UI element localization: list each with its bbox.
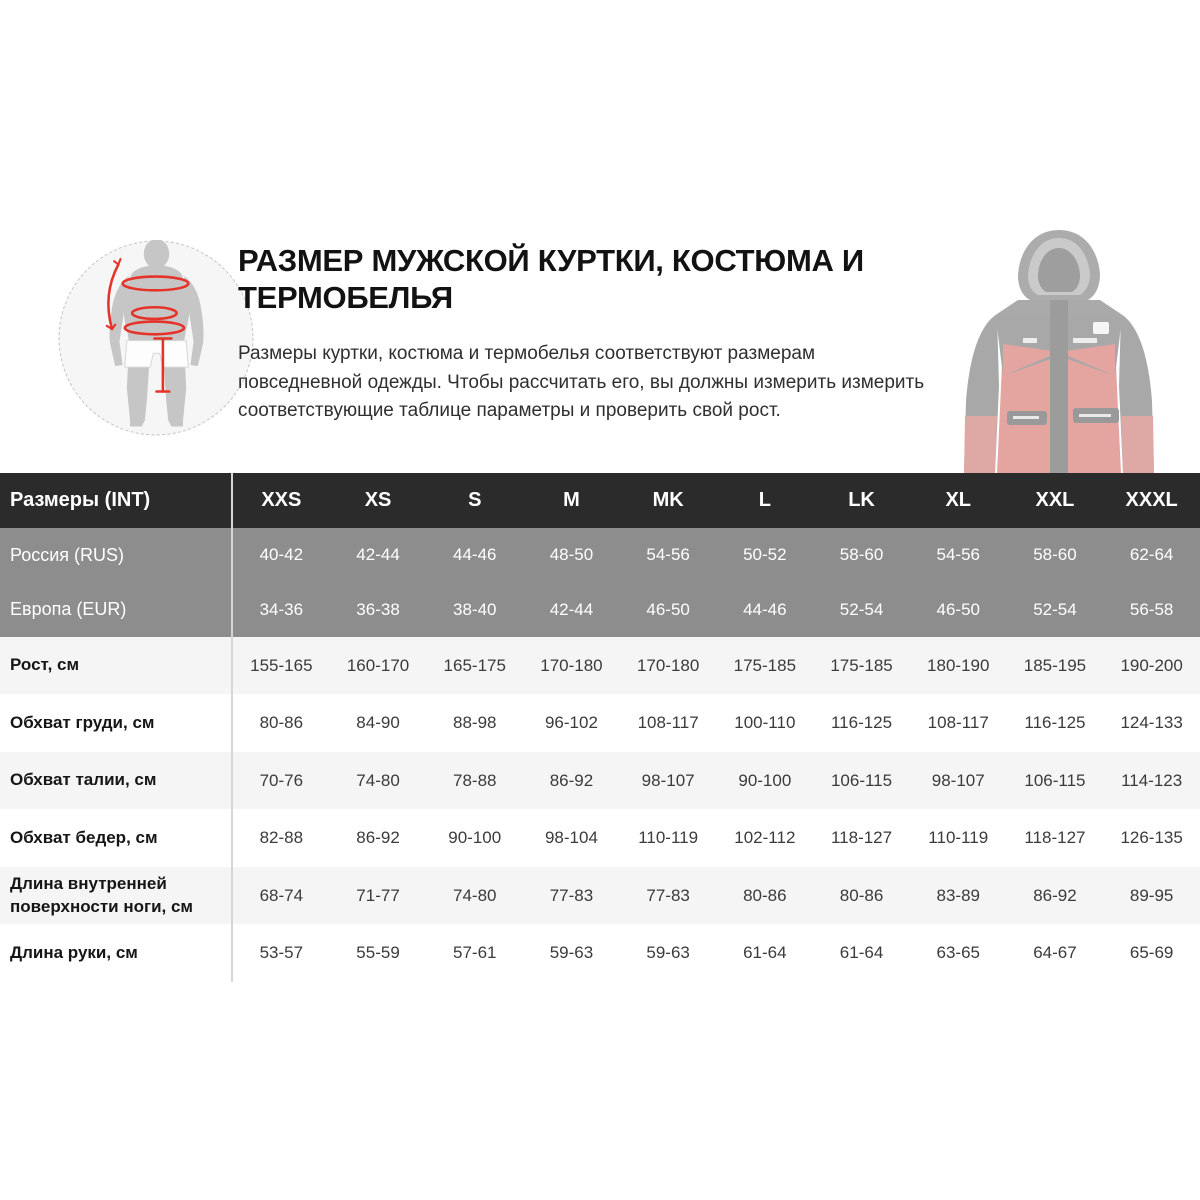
size-value-cell: 50-52 (743, 545, 787, 565)
size-value-cell: 77-83 (549, 885, 594, 905)
intro-section (0, 0, 1200, 473)
size-value-cell: 165-175 (443, 655, 506, 675)
size-value-cell: 114-123 (1121, 770, 1183, 790)
table-header-row (0, 473, 1200, 528)
size-value-cell: XXS (261, 489, 302, 511)
size-value-cell: L (758, 489, 771, 511)
size-value-cell: 46-50 (646, 599, 690, 619)
size-value-cell: LK (848, 489, 875, 511)
size-value-cell: 86-92 (356, 828, 400, 847)
size-value-cell: 40-42 (259, 545, 304, 565)
size-value-cell: 170-180 (636, 655, 700, 675)
size-value-cell: 42-44 (356, 545, 400, 565)
size-value-cell: 80-86 (259, 713, 304, 732)
row-label: Рост, см (0, 637, 233, 694)
size-value-cell: 190-200 (1120, 655, 1183, 675)
size-value-cell: 98-107 (931, 770, 985, 790)
size-value-cell: 53-57 (259, 943, 304, 962)
size-value-cell: 44-46 (453, 545, 497, 565)
size-value-cell: 52-54 (839, 599, 884, 619)
size-value-cell: 106-115 (1024, 770, 1086, 790)
size-value-cell: 96-102 (544, 713, 598, 732)
size-value-cell: 110-119 (928, 828, 989, 847)
size-value-cell: 62-64 (1129, 545, 1174, 565)
size-value-cell: 46-50 (936, 599, 980, 619)
size-value-cell: 90-100 (448, 828, 502, 847)
measurement-illustration-icon (58, 240, 254, 436)
size-value-cell: 100-110 (734, 713, 796, 732)
size-value-cell: 58-60 (1033, 545, 1077, 565)
size-value-cell: 54-56 (936, 545, 980, 565)
size-value-cell: M (563, 489, 580, 511)
size-value-cell: 74-80 (453, 885, 497, 905)
row-label: Длина руки, см (0, 924, 233, 982)
table-region-row (0, 528, 1200, 583)
size-value-cell: 61-64 (743, 943, 787, 962)
table-row (0, 752, 1200, 809)
size-value-cell: 175-185 (733, 655, 797, 675)
intro-text-block (238, 243, 938, 426)
size-value-cell: 42-44 (549, 599, 594, 619)
size-value-cell: 98-104 (544, 828, 598, 847)
row-label: Обхват груди, см (0, 694, 233, 752)
row-label: Длина внутренней поверхности ноги, см (0, 867, 233, 924)
table-region-row (0, 583, 1200, 638)
size-value-cell: 116-125 (830, 713, 893, 732)
table-row (0, 924, 1200, 982)
table-row (0, 637, 1200, 694)
size-value-cell: 102-112 (734, 828, 796, 847)
row-label: Россия (RUS) (0, 528, 233, 583)
size-value-cell: 38-40 (453, 599, 497, 619)
size-value-cell: 170-180 (540, 655, 603, 675)
size-value-cell: 59-63 (549, 943, 594, 962)
size-table (0, 473, 1200, 982)
size-value-cell: 98-107 (641, 770, 695, 790)
page-title: РАЗМЕР МУЖСКОЙ КУРТКИ, КОСТЮМА И ТЕРМОБЕЛЬЯ (238, 243, 864, 315)
size-value-cell: 54-56 (646, 545, 690, 565)
size-value-cell: XS (364, 489, 392, 511)
size-value-cell: 88-98 (453, 713, 497, 732)
size-value-cell: 108-117 (927, 713, 989, 732)
size-value-cell: 70-76 (259, 770, 304, 790)
size-value-cell: 61-64 (839, 943, 884, 962)
size-value-cell: 80-86 (743, 885, 787, 905)
row-label: Размеры (INT) (0, 473, 233, 528)
size-value-cell: 52-54 (1033, 599, 1077, 619)
size-value-cell: 185-195 (1023, 655, 1087, 675)
size-value-cell: 36-38 (356, 599, 400, 619)
size-value-cell: 64-67 (1033, 943, 1077, 962)
row-label: Обхват талии, см (0, 752, 233, 809)
size-value-cell: 74-80 (356, 770, 400, 790)
size-value-cell: 59-63 (646, 943, 690, 962)
size-value-cell: 34-36 (259, 599, 304, 619)
size-value-cell: XXL (1035, 489, 1075, 511)
size-value-cell: 126-135 (1120, 828, 1183, 847)
size-value-cell: 48-50 (549, 545, 594, 565)
size-value-cell: 57-61 (453, 943, 497, 962)
table-row (0, 867, 1200, 924)
size-value-cell: 118-127 (1024, 828, 1086, 847)
size-value-cell: 180-190 (927, 655, 990, 675)
size-value-cell: 58-60 (839, 545, 884, 565)
size-value-cell: 108-117 (637, 713, 699, 732)
size-value-cell: 84-90 (356, 713, 400, 732)
size-value-cell: 86-92 (1033, 885, 1077, 905)
size-value-cell: 116-125 (1024, 713, 1086, 732)
row-label: Обхват бедер, см (0, 809, 233, 867)
size-value-cell: 106-115 (830, 770, 893, 790)
size-value-cell: XXXL (1125, 489, 1178, 511)
size-value-cell: MK (652, 489, 684, 511)
size-value-cell: 44-46 (743, 599, 787, 619)
size-value-cell: 56-58 (1129, 599, 1174, 619)
size-value-cell: 90-100 (738, 770, 792, 790)
size-value-cell: 68-74 (259, 885, 304, 905)
size-value-cell: 155-165 (250, 655, 313, 675)
size-value-cell: 78-88 (453, 770, 497, 790)
size-value-cell: 71-77 (356, 885, 400, 905)
size-value-cell: XL (945, 489, 972, 511)
table-row (0, 694, 1200, 752)
size-value-cell: 55-59 (356, 943, 400, 962)
jacket-photo (945, 226, 1173, 473)
row-label: Европа (EUR) (0, 583, 233, 638)
size-value-cell: 160-170 (346, 655, 410, 675)
size-value-cell: 63-65 (936, 943, 980, 962)
size-value-cell: 77-83 (646, 885, 690, 905)
size-value-cell: S (468, 489, 482, 511)
size-value-cell: 82-88 (259, 828, 304, 847)
size-value-cell: 80-86 (839, 885, 884, 905)
size-value-cell: 118-127 (830, 828, 893, 847)
jacket-illustration-icon (945, 226, 1173, 473)
size-value-cell: 175-185 (830, 655, 893, 675)
table-row (0, 809, 1200, 867)
size-value-cell: 83-89 (936, 885, 980, 905)
size-value-cell: 86-92 (549, 770, 594, 790)
size-value-cell: 124-133 (1120, 713, 1183, 732)
size-value-cell: 89-95 (1129, 885, 1174, 905)
size-value-cell: 65-69 (1129, 943, 1174, 962)
size-value-cell: 110-119 (638, 828, 699, 847)
body-measurement-diagram (58, 240, 254, 436)
page-description: Размеры куртки, костюма и термобелья соответствуют размерам повседневной одежды. Чтобы рассчитать его, вы должны измерить измерить соответствующие таблице параметры и проверить свой рост. (238, 343, 925, 422)
